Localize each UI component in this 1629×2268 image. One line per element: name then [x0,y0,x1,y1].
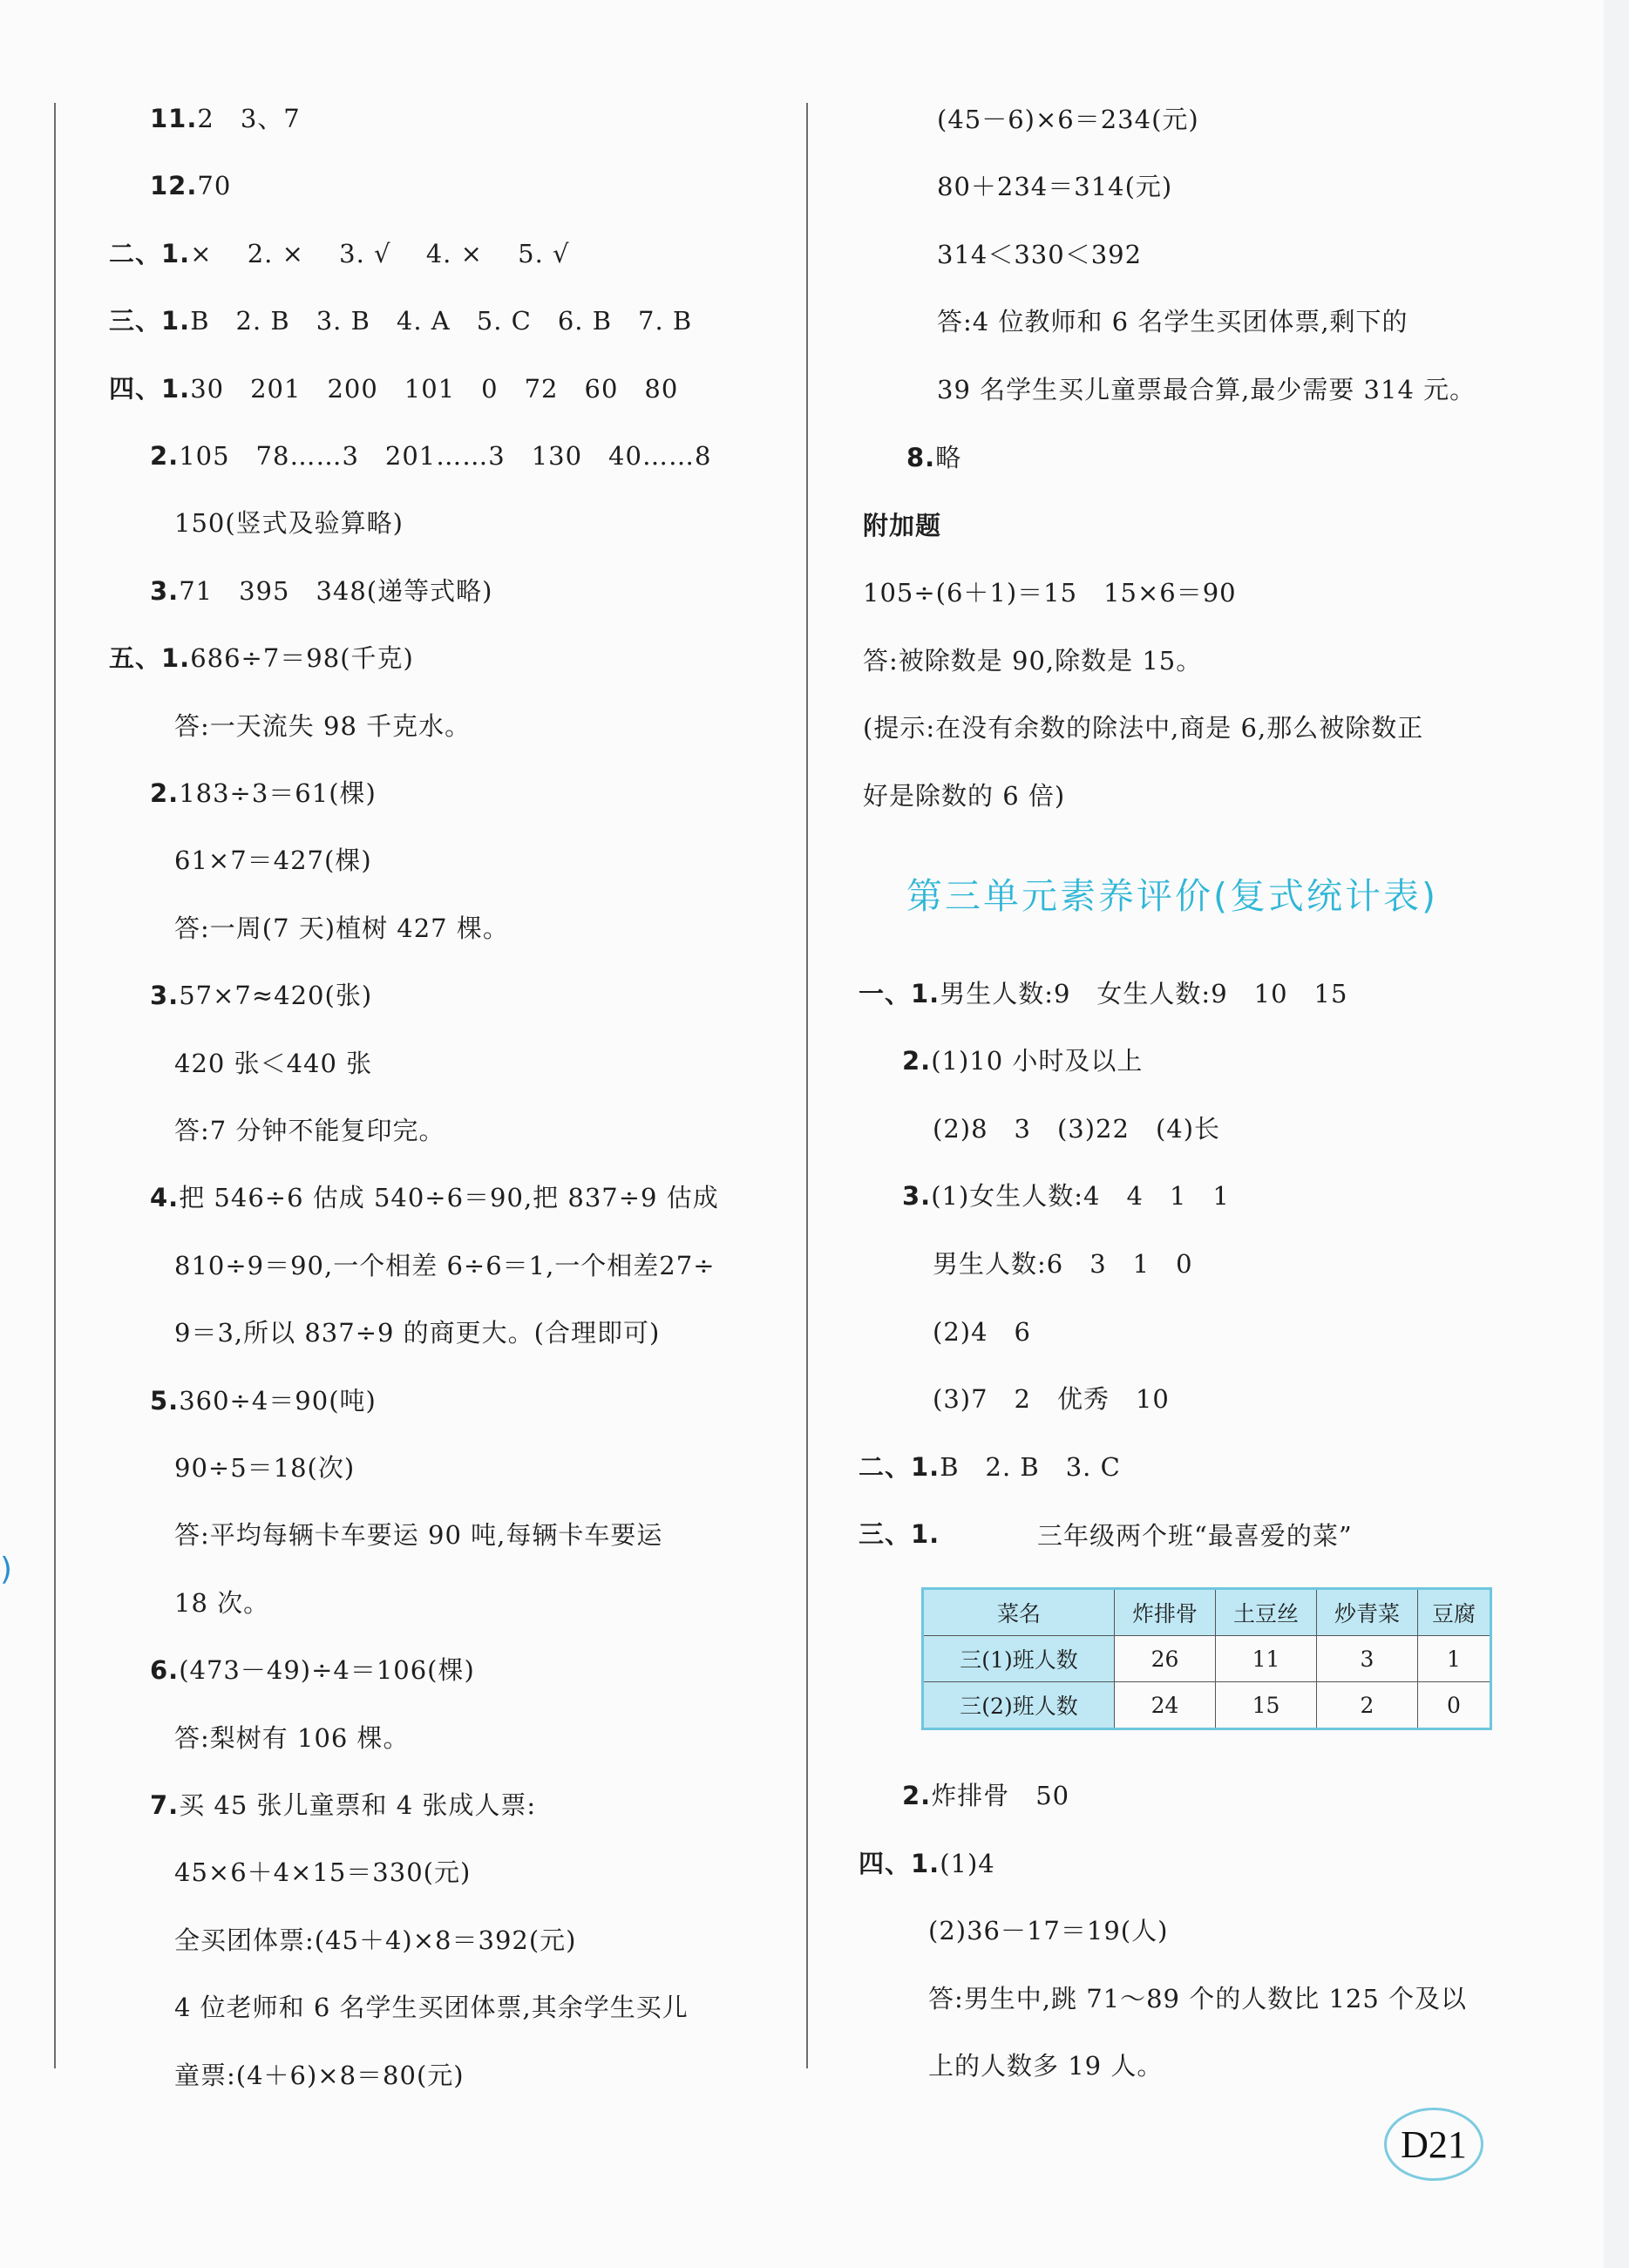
answer-line [174,1721,410,1755]
answer-text: (2)8 3 (3)22 (4)长 [933,1114,1221,1144]
table-caption: 三年级两个班“最喜爱的菜” [1037,1521,1353,1551]
answer-line [150,438,711,473]
answer-text: 男生人数:6 3 1 0 [933,1249,1193,1279]
unit-title: 第三单元素养评价(复式统计表) [906,875,1438,917]
answer-line [928,1913,1168,1948]
answer-line [150,776,377,811]
item-number: 五、1. [109,643,191,674]
answer-text: 答:平均每辆卡车要运 90 吨,每辆卡车要运 [174,1520,663,1551]
answer-text: 答:被除数是 90,除数是 15。 [863,646,1203,676]
answer-text: 答:一周(7 天)植树 427 棵。 [174,913,509,943]
answer-text: 2 3、7 [197,104,301,133]
answer-text: (2)4 6 [933,1317,1031,1347]
answer-line [174,1315,660,1350]
answer-line [937,237,1142,272]
answer-text: 好是除数的 6 倍) [863,781,1066,811]
answer-text: 答:男生中,跳 71～89 个的人数比 125 个及以 [928,1984,1468,2013]
answer-text: 4 位老师和 6 名学生买团体票,其余学生买儿 [174,1993,689,2023]
answer-line [174,2058,465,2093]
answer-text: 183÷3＝61(棵) [179,778,377,808]
answer-line [174,1990,689,2025]
item-number: 三、1. [859,1519,940,1549]
answer-text: 答:4 位教师和 6 名学生买团体票,剩下的 [937,307,1408,336]
answer-text: (1)10 小时及以上 [931,1046,1144,1076]
answer-line [174,709,471,744]
answer-line [928,1981,1467,2016]
table-header-cell: 炒青菜 [1317,1589,1418,1636]
item-number: 四、1. [109,373,191,404]
item-number: 2. [150,441,180,471]
item-number: 4. [150,1183,180,1213]
answer-line [109,371,678,406]
answer-text: B 2. B 3. C [940,1452,1121,1482]
answer-text: 全买团体票:(45＋4)×8＝392(元) [174,1925,577,1955]
answer-line [863,508,941,543]
answer-line [174,911,509,946]
answer-line [150,1180,719,1215]
item-number: 5. [150,1385,180,1416]
table-cell: 24 [1115,1682,1216,1729]
answer-line [902,1178,1230,1213]
answer-line [174,1450,355,1485]
answer-text: 答:7 分钟不能复印完。 [174,1116,445,1145]
item-number: 11. [150,104,198,133]
answer-line [937,102,1199,137]
answer-text: (提示:在没有余数的除法中,商是 6,那么被除数正 [863,713,1424,743]
answer-text: 420 张＜440 张 [174,1048,373,1078]
answer-text: 90÷5＝18(次) [174,1453,356,1483]
answer-text: (473－49)÷4＝106(棵) [179,1655,475,1686]
answer-text: 答:梨树有 106 棵。 [174,1722,410,1753]
answer-line [174,1248,716,1283]
item-number: 2. [902,1781,932,1810]
answer-line [150,168,231,203]
answer-line [906,440,961,475]
answer-text: 314＜330＜392 [937,240,1143,269]
answer-text: 61×7＝427(棵) [174,845,372,876]
table-cell: 26 [1115,1636,1216,1682]
answer-text: 70 [197,171,232,201]
table-header-cell: 土豆丝 [1216,1589,1317,1636]
answer-text: 71 395 348(递等式略) [179,575,493,606]
answer-line [859,1846,995,1881]
answer-line [150,1383,377,1418]
answer-text: 男生人数:9 女生人数:9 10 15 [940,979,1348,1008]
item-number: 三、1. [109,306,191,336]
left-rule [54,103,56,2068]
table-row [923,1682,1491,1729]
item-number: 7. [150,1790,180,1820]
table-cell: 0 [1418,1682,1491,1729]
item-number: 12. [150,171,198,201]
answer-text: (3)7 2 优秀 10 [933,1384,1170,1414]
answer-text: (1)4 [940,1849,995,1878]
answer-line [859,1517,940,1552]
page-edge [1604,0,1629,2268]
answer-line [933,1382,1170,1416]
table-header-cell: 豆腐 [1418,1589,1491,1636]
answer-line [902,1778,1069,1813]
answer-text: 105÷(6＋1)＝15 15×6＝90 [863,578,1237,608]
answer-text: 105 78……3 201……3 130 40……8 [179,441,712,471]
item-number: 二、1. [859,1452,940,1482]
answer-text: 答:一天流失 98 千克水。 [174,710,472,741]
answer-line [937,372,1476,407]
answer-line [174,506,404,540]
item-number: 一、1. [859,979,940,1008]
answer-line [174,1518,662,1552]
answer-line [109,303,692,338]
answer-line [109,236,569,271]
answer-text: 686÷7＝98(千克) [190,643,414,674]
answer-line [150,1788,536,1823]
answer-text: 略 [935,443,962,472]
answer-line [174,1113,445,1148]
item-number: 2. [150,778,180,808]
answer-text: 买 45 张儿童票和 4 张成人票: [179,1790,537,1820]
page-number-badge: D21 [1384,2108,1483,2181]
answer-text: B 2. B 3. B 4. A 5. C 6. B 7. B [190,306,693,336]
margin-mark: ) [0,1552,13,1587]
item-number: 2. [902,1046,932,1076]
answer-text: 150(竖式及验算略) [174,508,404,539]
item-number: 3. [902,1181,932,1211]
answer-text: 45×6＋4×15＝330(元) [174,1857,472,1888]
answer-line [859,976,1347,1011]
answer-line [174,1586,269,1620]
item-number: 附加题 [863,511,942,540]
answer-line [150,101,301,136]
answer-text: × 2. × 3. √ 4. × 5. √ [190,238,570,268]
answer-line [174,1046,372,1081]
answer-line [150,978,372,1013]
table-cell: 11 [1216,1636,1317,1682]
table-cell: 1 [1418,1636,1491,1682]
answer-line [174,1855,471,1890]
item-number: 二、1. [109,238,191,268]
table-header-cell: 菜名 [923,1589,1115,1636]
item-number: 3. [150,575,180,606]
answer-text: 把 546÷6 估成 540÷6＝90,把 837÷9 估成 [179,1183,719,1213]
item-number: 3. [150,981,180,1011]
table-row [923,1636,1491,1682]
table-header-cell: 炸排骨 [1115,1589,1216,1636]
answer-line [174,1923,576,1958]
answer-text: 80＋234＝314(元) [937,172,1173,201]
answer-text: (1)女生人数:4 4 1 1 [931,1181,1230,1211]
table-cell: 15 [1216,1682,1317,1729]
answer-line [150,574,492,608]
answer-text: 30 201 200 101 0 72 60 80 [190,373,679,404]
answer-line [859,1450,1121,1484]
answer-line [933,1246,1193,1281]
answer-line [937,304,1408,339]
answer-line [863,710,1423,745]
answer-text: 炸排骨 50 [931,1781,1070,1810]
answer-line [863,778,1065,813]
answer-line [937,169,1172,204]
answer-text: 18 次。 [174,1587,270,1618]
table-cell: 2 [1317,1682,1418,1729]
answer-text: 上的人数多 19 人。 [928,2051,1164,2081]
answer-line [933,1111,1220,1146]
table-cell: 3 [1317,1636,1418,1682]
row-label: 三(2)班人数 [923,1682,1115,1729]
answer-text: 360÷4＝90(吨) [179,1385,377,1416]
answer-line [109,641,414,676]
answer-line [928,2048,1163,2083]
answer-text: (45－6)×6＝234(元) [937,105,1199,134]
answer-line [933,1314,1031,1349]
table-header-row [923,1589,1491,1636]
answer-line [902,1043,1143,1078]
favorite-dishes-table [921,1587,1492,1730]
middle-rule [806,103,808,2068]
answer-line [863,643,1202,678]
item-number: 四、1. [859,1849,940,1878]
answer-text: 810÷9＝90,一个相差 6÷6＝1,一个相差27÷ [174,1250,716,1280]
item-number: 6. [150,1655,180,1686]
answer-text: (2)36－17＝19(人) [928,1916,1169,1945]
answer-text: 39 名学生买儿童票最合算,最少需要 314 元。 [937,375,1476,404]
answer-text: 57×7≈420(张) [179,981,373,1011]
answer-text: 9＝3,所以 837÷9 的商更大。(合理即可) [174,1318,661,1348]
answer-text: 童票:(4＋6)×8＝80(元) [174,2060,465,2090]
row-label: 三(1)班人数 [923,1636,1115,1682]
answer-line [174,843,372,878]
answer-line [150,1653,475,1687]
item-number: 8. [906,443,936,472]
answer-line [863,575,1237,610]
